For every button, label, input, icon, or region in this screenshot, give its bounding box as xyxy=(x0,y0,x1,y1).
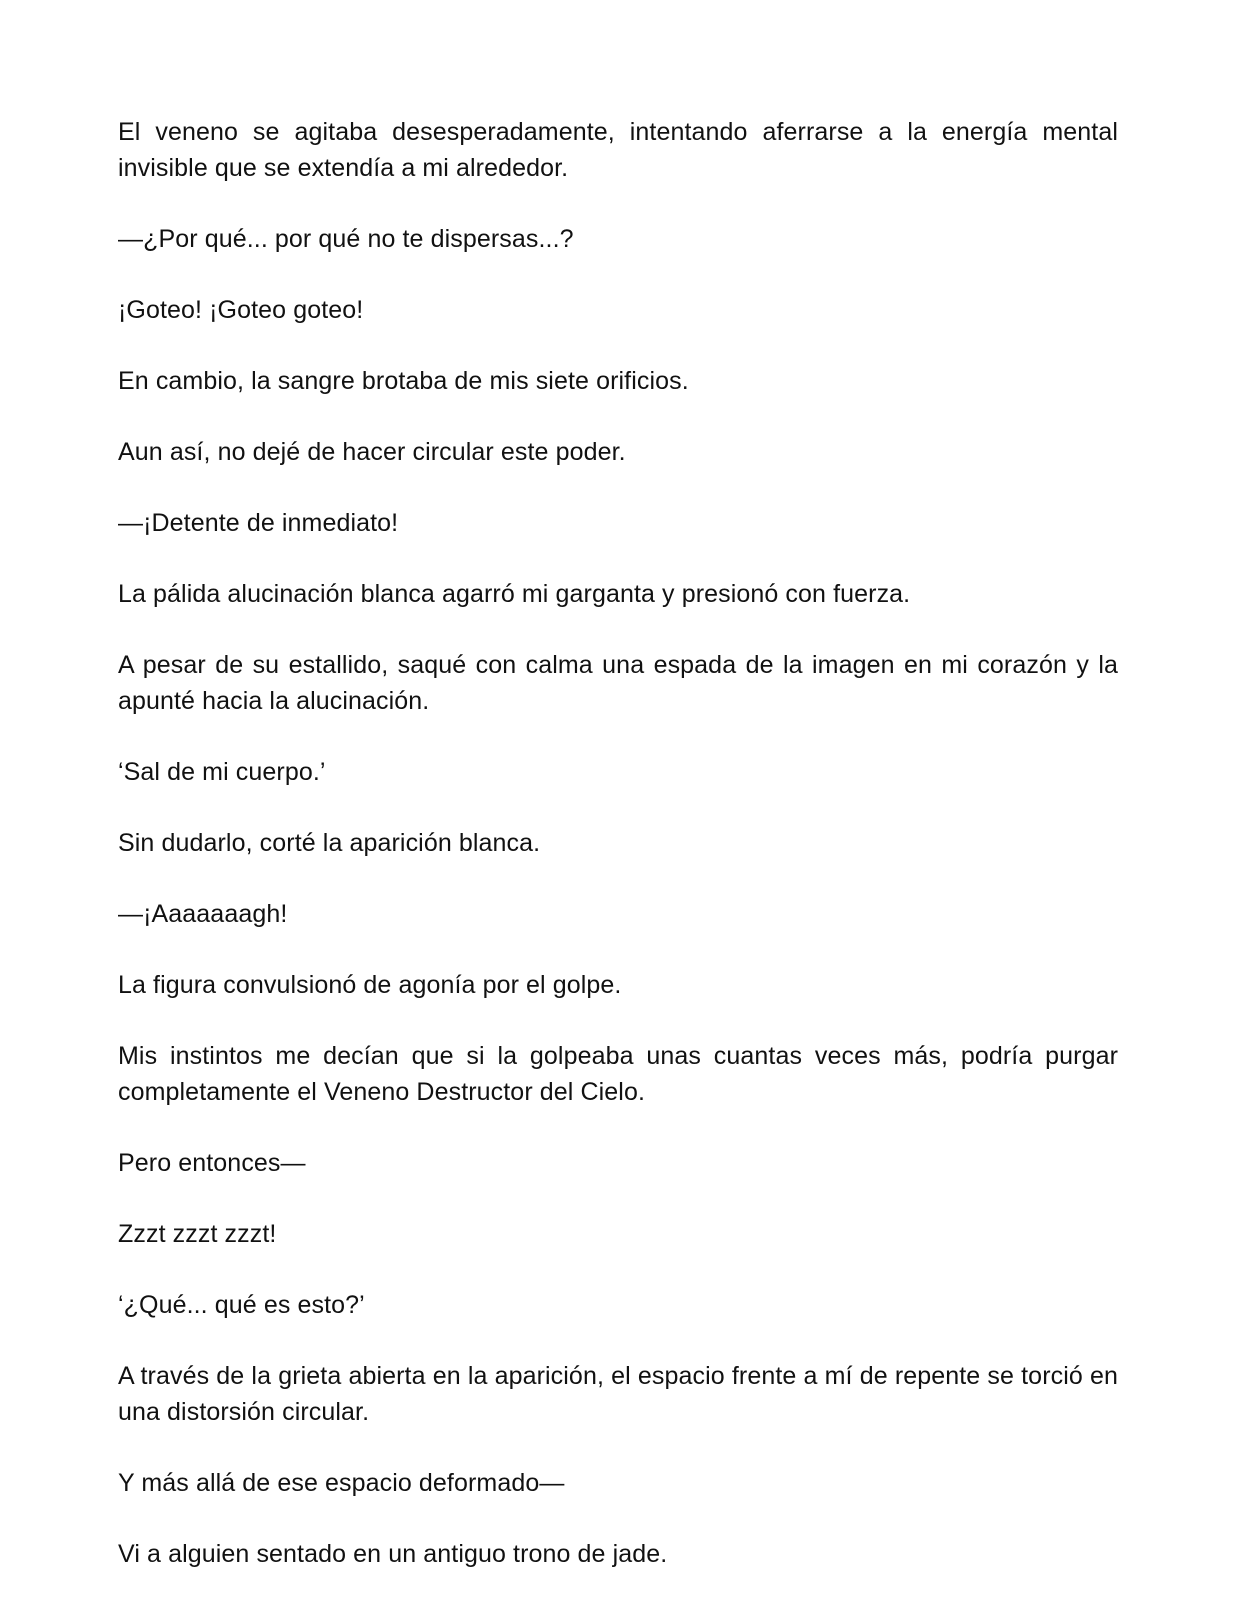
paragraph: ‘¿Qué... qué es esto?’ xyxy=(118,1291,365,1319)
paragraph: La figura convulsionó de agonía por el golpe. xyxy=(118,971,622,999)
document-page xyxy=(118,114,1118,1607)
paragraph: ¡Goteo! ¡Goteo goteo! xyxy=(118,296,364,324)
paragraph: Pero entonces— xyxy=(118,1149,306,1177)
paragraph: A pesar de su estallido, saqué con calma una espada de la imagen en mi corazón y la apunté hacia la alucinación. xyxy=(118,651,1118,715)
paragraph: Vi a alguien sentado en un antiguo trono de jade. xyxy=(118,1540,668,1568)
paragraph: —¿Por qué... por qué no te dispersas...? xyxy=(118,225,574,253)
paragraph: Sin dudarlo, corté la aparición blanca. xyxy=(118,829,541,857)
paragraph: —¡Aaaaaaagh! xyxy=(118,900,288,928)
paragraph: Aun así, no dejé de hacer circular este poder. xyxy=(118,438,626,466)
paragraph: Mis instintos me decían que si la golpeaba unas cuantas veces más, podría purgar completamente el Veneno Destructor del Cielo. xyxy=(118,1042,1118,1106)
paragraph: En cambio, la sangre brotaba de mis siete orificios. xyxy=(118,367,689,395)
paragraph: Y más allá de ese espacio deformado— xyxy=(118,1469,565,1497)
paragraph: ‘Sal de mi cuerpo.’ xyxy=(118,758,326,786)
paragraph: La pálida alucinación blanca agarró mi garganta y presionó con fuerza. xyxy=(118,580,911,608)
paragraph: —¡Detente de inmediato! xyxy=(118,509,399,537)
paragraph: A través de la grieta abierta en la aparición, el espacio frente a mí de repente se torció en una distorsión circular. xyxy=(118,1362,1118,1426)
paragraph: Zzzt zzzt zzzt! xyxy=(118,1220,277,1248)
paragraph: El veneno se agitaba desesperadamente, intentando aferrarse a la energía mental invisible que se extendía a mi alrededor. xyxy=(118,118,1118,182)
